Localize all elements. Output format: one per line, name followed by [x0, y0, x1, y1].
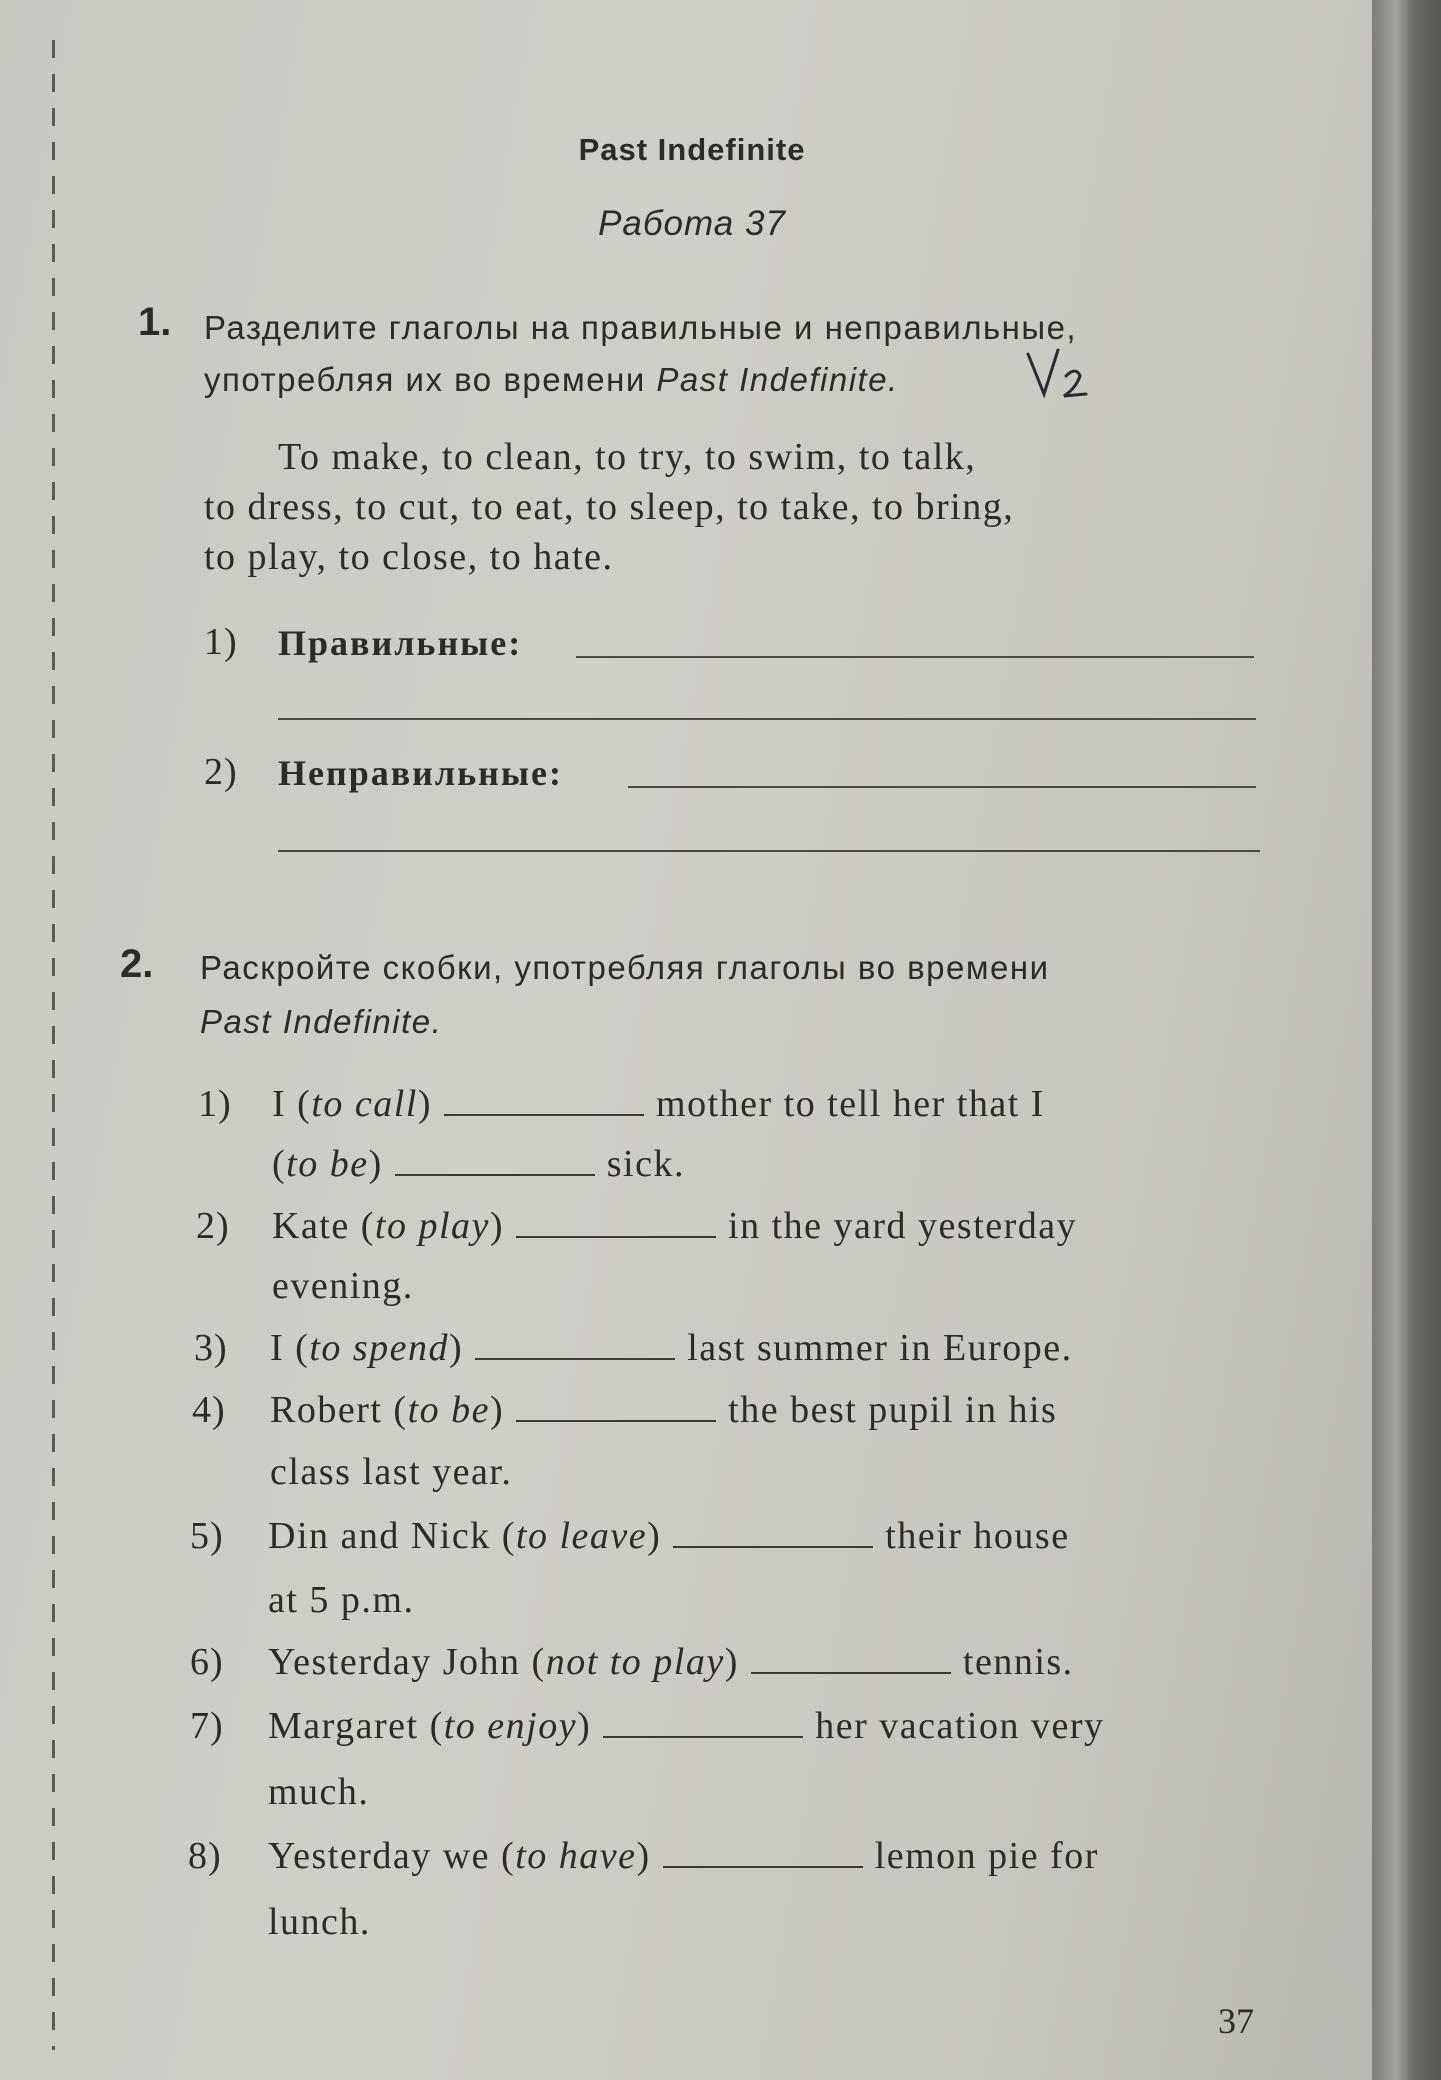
- answer-1-line-1[interactable]: [576, 656, 1254, 658]
- verbs-line-3: to play, to close, to hate.: [204, 536, 614, 578]
- answer-blank[interactable]: [475, 1357, 675, 1360]
- exercise-8-line-1: Yesterday we (to have) lemon pie for: [268, 1835, 1099, 1877]
- exercise-4-line-1: Robert (to be) the best pupil in his: [270, 1389, 1058, 1431]
- answer-blank[interactable]: [673, 1545, 873, 1548]
- exercise-1-line-2: (to be) sick.: [272, 1143, 685, 1185]
- verb: to enjoy: [443, 1705, 578, 1747]
- page-number: 37: [1218, 2001, 1254, 2041]
- verbs-line-2: to dress, to cut, to eat, to sleep, to take, to bring,: [204, 486, 1015, 528]
- work-number: Работа 37: [598, 204, 786, 243]
- task-2-tense: Past Indefinite.: [200, 1003, 443, 1040]
- answer-2-number: 2): [204, 751, 238, 793]
- exercise-8-number: 8): [188, 1835, 222, 1877]
- task-1-instruction-text: употребляя их во времени: [204, 361, 646, 398]
- answer-blank[interactable]: [444, 1113, 644, 1116]
- exercise-2-line-2: evening.: [272, 1265, 414, 1307]
- verb: to call: [311, 1083, 418, 1125]
- exercise-7-number: 7): [190, 1705, 224, 1747]
- exercise-3-line-1: I (to spend) last summer in Europe.: [270, 1327, 1073, 1369]
- answer-2-label: Неправильные:: [278, 753, 563, 793]
- answer-blank[interactable]: [663, 1865, 863, 1868]
- verb: to leave: [515, 1515, 648, 1557]
- verb: to spend: [309, 1327, 450, 1369]
- exercise-7-line-1: Margaret (to enjoy) her vacation very: [268, 1705, 1105, 1747]
- verb: to be: [286, 1143, 369, 1185]
- exercise-2-number: 2): [196, 1205, 230, 1247]
- task-1-instruction-line-2: [204, 356, 899, 404]
- exercise-6-number: 6): [190, 1641, 224, 1683]
- exercise-1-number: 1): [198, 1083, 232, 1125]
- book-spine: [1372, 0, 1441, 2080]
- verb: to be: [407, 1389, 491, 1431]
- exercise-5-line-2: at 5 p.m.: [268, 1579, 415, 1621]
- answer-blank[interactable]: [751, 1671, 951, 1674]
- answer-blank[interactable]: [516, 1419, 716, 1422]
- task-1-tense: Past Indefinite.: [656, 361, 899, 398]
- verb: to have: [515, 1835, 637, 1877]
- task-2-number: 2.: [120, 942, 154, 986]
- task-2-instruction-line-1: Раскройте скобки, употребляя глаголы во времени: [200, 949, 1050, 986]
- exercise-2-line-1: Kate (to play) in the yard yesterday: [272, 1205, 1078, 1247]
- task-1-instruction-line-1: Разделите глаголы на правильные и неправильные,: [204, 309, 1078, 346]
- answer-blank[interactable]: [395, 1173, 595, 1176]
- page-title: Past Indefinite: [578, 132, 806, 167]
- exercise-6-line-1: Yesterday John (not to play) tennis.: [268, 1641, 1074, 1683]
- handwritten-check-mark: [1024, 346, 1114, 406]
- answer-1-label: Правильные:: [278, 623, 523, 663]
- exercise-4-line-2: class last year.: [270, 1451, 513, 1493]
- exercise-8-line-2: lunch.: [268, 1901, 371, 1943]
- verb: to play: [374, 1205, 490, 1247]
- answer-1-line-2[interactable]: [278, 718, 1256, 720]
- exercise-3-number: 3): [194, 1327, 228, 1369]
- verb: not to play: [545, 1641, 725, 1683]
- exercise-5-line-1: Din and Nick (to leave) their house: [268, 1515, 1070, 1557]
- answer-2-line-2[interactable]: [278, 850, 1260, 852]
- exercise-1-line-1: I (to call) mother to tell her that I: [272, 1083, 1045, 1125]
- answer-blank[interactable]: [603, 1735, 803, 1738]
- answer-1-number: 1): [204, 621, 238, 663]
- answer-blank[interactable]: [516, 1235, 716, 1238]
- cut-line: [52, 40, 55, 2050]
- verbs-line-1: To make, to clean, to try, to swim, to talk,: [278, 436, 977, 478]
- answer-2-line-1[interactable]: [628, 786, 1256, 788]
- exercise-7-line-2: much.: [268, 1771, 370, 1813]
- task-1-number: 1.: [138, 300, 172, 344]
- exercise-4-number: 4): [192, 1389, 226, 1431]
- exercise-5-number: 5): [190, 1515, 224, 1557]
